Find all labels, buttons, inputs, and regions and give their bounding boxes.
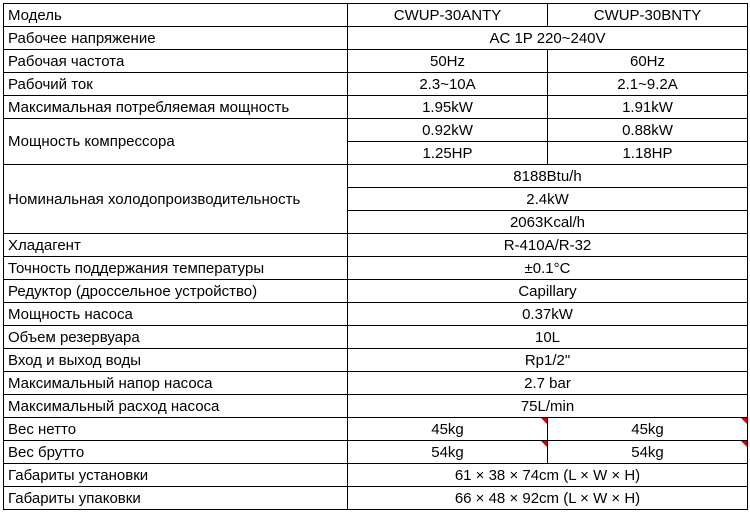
spec-table xyxy=(3,3,748,510)
compressor-a-hp: 1.25HP xyxy=(348,142,548,165)
label-cooling: Номинальная холодопроизводительность xyxy=(4,165,348,234)
row-net-weight xyxy=(4,418,748,441)
label-net-weight: Вес нетто xyxy=(4,418,348,441)
row-model xyxy=(4,4,748,27)
row-pump-head xyxy=(4,372,748,395)
label-pump-flow: Максимальный расход насоса xyxy=(4,395,348,418)
row-current xyxy=(4,73,748,96)
row-voltage xyxy=(4,27,748,50)
row-max-power xyxy=(4,96,748,119)
row-temp-accuracy xyxy=(4,257,748,280)
compressor-b-hp: 1.18HP xyxy=(548,142,748,165)
water-io-value: Rp1/2" xyxy=(348,349,748,372)
pump-flow-value: 75L/min xyxy=(348,395,748,418)
model-b: CWUP-30BNTY xyxy=(548,4,748,27)
row-pack-dims xyxy=(4,487,748,510)
cooling-kcal: 2063Kcal/h xyxy=(348,211,748,234)
row-frequency xyxy=(4,50,748,73)
label-frequency: Рабочая частота xyxy=(4,50,348,73)
gross-weight-b: 54kg xyxy=(548,441,748,464)
row-water-io xyxy=(4,349,748,372)
compressor-a-kw: 0.92kW xyxy=(348,119,548,142)
row-gross-weight xyxy=(4,441,748,464)
unit-dims-value: 61 × 38 × 74cm (L × W × H) xyxy=(348,464,748,487)
label-tank: Объем резервуара xyxy=(4,326,348,349)
row-refrigerant xyxy=(4,234,748,257)
label-max-power: Максимальная потребляемая мощность xyxy=(4,96,348,119)
label-temp-accuracy: Точность поддержания температуры xyxy=(4,257,348,280)
label-reducer: Редуктор (дроссельное устройство) xyxy=(4,280,348,303)
label-model: Модель xyxy=(4,4,348,27)
reducer-value: Capillary xyxy=(348,280,748,303)
label-current: Рабочий ток xyxy=(4,73,348,96)
pump-power-value: 0.37kW xyxy=(348,303,748,326)
cooling-btu: 8188Btu/h xyxy=(348,165,748,188)
pump-head-value: 2.7 bar xyxy=(348,372,748,395)
label-gross-weight: Вес брутто xyxy=(4,441,348,464)
voltage-value: AC 1P 220~240V xyxy=(348,27,748,50)
row-tank xyxy=(4,326,748,349)
net-weight-b: 45kg xyxy=(548,418,748,441)
current-b: 2.1~9.2A xyxy=(548,73,748,96)
label-unit-dims: Габариты установки xyxy=(4,464,348,487)
max-power-a: 1.95kW xyxy=(348,96,548,119)
compressor-b-kw: 0.88kW xyxy=(548,119,748,142)
tank-value: 10L xyxy=(348,326,748,349)
row-unit-dims xyxy=(4,464,748,487)
label-pack-dims: Габариты упаковки xyxy=(4,487,348,510)
net-weight-a: 45kg xyxy=(348,418,548,441)
max-power-b: 1.91kW xyxy=(548,96,748,119)
label-pump-head: Максимальный напор насоса xyxy=(4,372,348,395)
label-refrigerant: Хладагент xyxy=(4,234,348,257)
current-a: 2.3~10A xyxy=(348,73,548,96)
row-reducer xyxy=(4,280,748,303)
frequency-b: 60Hz xyxy=(548,50,748,73)
pack-dims-value: 66 × 48 × 92cm (L × W × H) xyxy=(348,487,748,510)
row-compressor-1 xyxy=(4,119,748,142)
model-a: CWUP-30ANTY xyxy=(348,4,548,27)
refrigerant-value: R-410A/R-32 xyxy=(348,234,748,257)
label-voltage: Рабочее напряжение xyxy=(4,27,348,50)
cooling-kw: 2.4kW xyxy=(348,188,748,211)
label-compressor: Мощность компрессора xyxy=(4,119,348,165)
label-pump-power: Мощность насоса xyxy=(4,303,348,326)
row-pump-power xyxy=(4,303,748,326)
label-water-io: Вход и выход воды xyxy=(4,349,348,372)
gross-weight-a: 54kg xyxy=(348,441,548,464)
row-cooling-1 xyxy=(4,165,748,188)
row-pump-flow xyxy=(4,395,748,418)
frequency-a: 50Hz xyxy=(348,50,548,73)
temp-accuracy-value: ±0.1°C xyxy=(348,257,748,280)
